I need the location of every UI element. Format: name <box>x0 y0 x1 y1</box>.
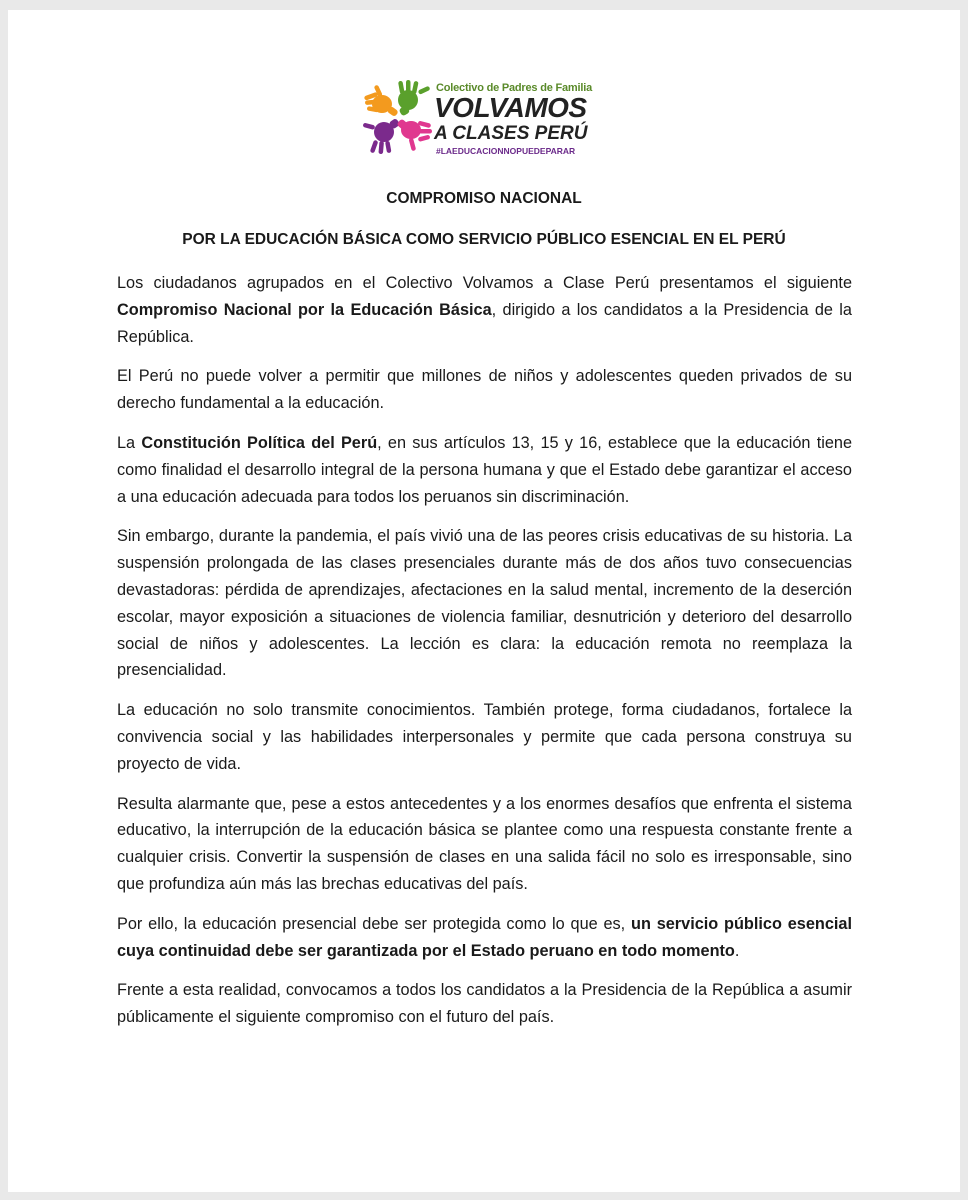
paragraph-education-role: La educación no solo transmite conocimientos. También protege, forma ciudadanos, fortalece la convivencia social y las habilidades interpersonales y permite que cada persona construya su proyecto de vida. <box>117 701 852 773</box>
paragraph-right-to-education: El Perú no puede volver a permitir que millones de niños y adolescentes queden privados de su derecho fundamental a la educación. <box>117 367 852 413</box>
paragraph-text: Los ciudadanos agrupados en el Colectivo Volvamos a Clase Perú presentamos el siguiente <box>117 274 852 292</box>
paragraph-intro <box>117 270 852 350</box>
colored-hands-icon <box>362 80 432 154</box>
paragraph-text: La <box>117 433 142 452</box>
document-title: COMPROMISO NACIONAL <box>386 190 582 207</box>
logo-name-line2: A CLASES PERÚ <box>434 123 588 144</box>
green-hand-icon <box>398 80 431 116</box>
paragraph-text: , dirigido a los candidatos a la Presidencia de la República. <box>117 300 852 346</box>
paragraph-call-to-candidates: Frente a esta realidad, convocamos a todos los candidatos a la Presidencia de la República a asumir públicamente el siguiente compromiso con el futuro del país. <box>117 981 852 1027</box>
document-body <box>117 270 852 1044</box>
logo-text <box>432 72 593 162</box>
paragraph-text: , en sus artículos 13, 15 y 16, establece que la educación tiene como finalidad el desarrollo integral de la persona humana y que el Estado debe garantizar el acceso a una educación adecuada para todos los peruanos sin discriminación. <box>117 433 852 506</box>
logo-hashtag: #LAEDUCACIONNOPUEDEPARAR <box>436 146 576 156</box>
paragraph-constitution <box>117 430 852 510</box>
emphasis-text: Constitución Política del Perú <box>141 433 378 452</box>
document-subtitle: POR LA EDUCACIÓN BÁSICA COMO SERVICIO PÚBLICO ESENCIAL EN EL PERÚ <box>182 231 786 248</box>
organization-logo <box>362 72 593 162</box>
emphasis-text: Compromiso Nacional por la Educación Básica <box>117 300 492 319</box>
paragraph-alarming: Resulta alarmante que, pese a estos antecedentes y a los enormes desafíos que enfrenta el sistema educativo, la interrupción de la educación básica se plantee como una respuesta constante frente a cualquier crisis. Convertir la suspensión de clases en una salida fácil no solo es irresponsable, sino que profundiza aún más las brechas educativas del país. <box>117 794 852 893</box>
orange-hand-icon <box>364 85 399 118</box>
emphasis-text: un servicio público esencial cuya continuidad debe ser garantizada por el Estado peruano en todo momento <box>117 914 852 960</box>
pink-hand-icon <box>396 118 432 151</box>
purple-hand-icon <box>363 118 401 154</box>
paragraph-essential-service <box>117 911 852 965</box>
paragraph-text: . <box>734 941 740 960</box>
logo-name-line1: VOLVAMOS <box>434 92 587 123</box>
logo-collective-label: Colectivo de Padres de Familia <box>436 82 593 94</box>
paragraph-text: Por ello, la educación presencial debe ser protegida como lo que es, <box>117 914 631 933</box>
paragraph-pandemic: Sin embargo, durante la pandemia, el país vivió una de las peores crisis educativas de su historia. La suspensión prolongada de las clases presenciales durante más de dos años tuvo consecuencias devastadoras: pérdida de aprendizajes, afectaciones en la salud mental, incremento de la deserción escolar, mayor exposición a situaciones de violencia familiar, desnutrición y deterioro del desarrollo social de niños y adolescentes. La lección es clara: la educación remota no reemplaza la presencialidad. <box>117 527 852 680</box>
